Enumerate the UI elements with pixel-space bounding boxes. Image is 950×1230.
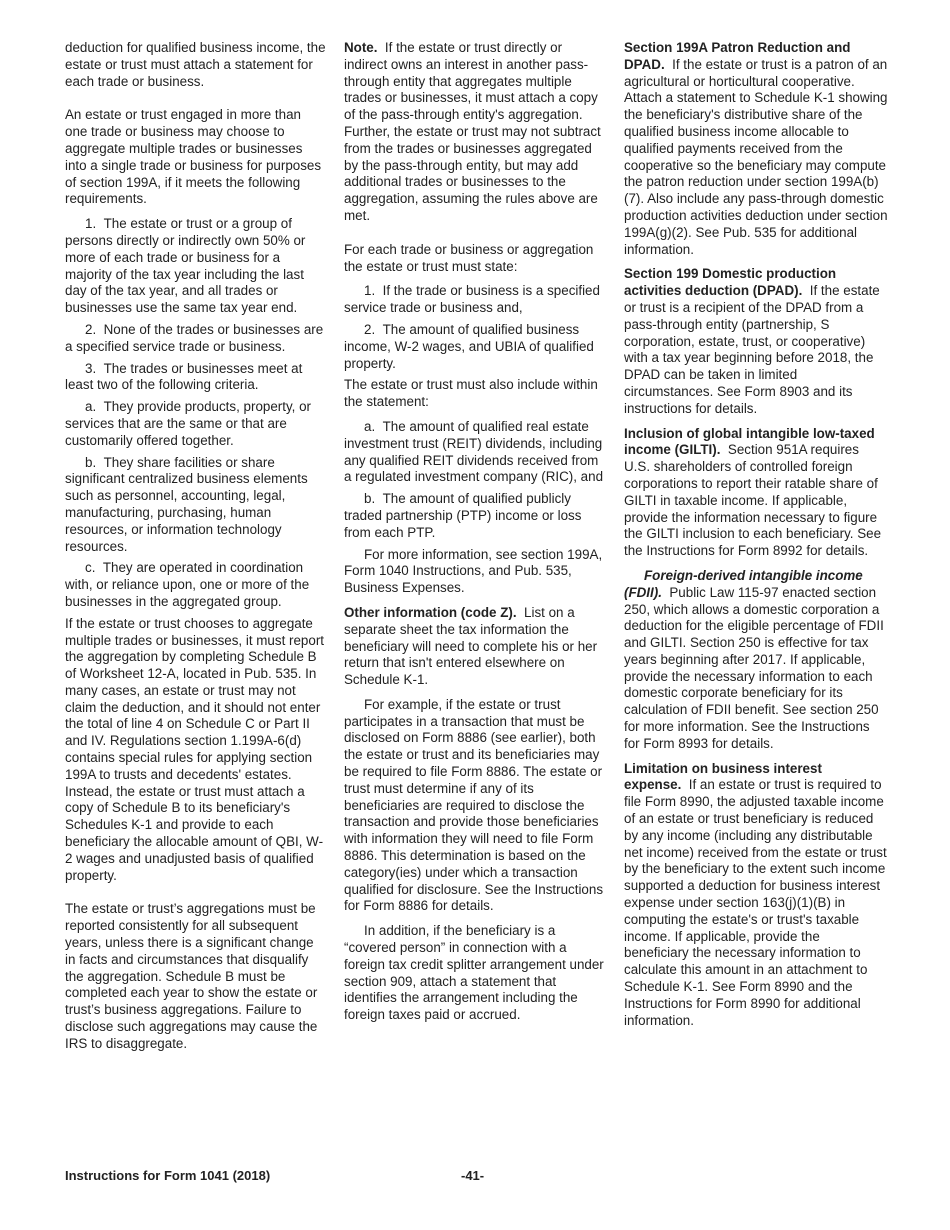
list-item: 1. If the trade or business is a specified service trade or business and, <box>344 283 600 316</box>
interest-limitation-paragraph <box>624 761 888 1030</box>
column-middle <box>344 40 606 1032</box>
other-info-heading: Other information (code Z). <box>344 604 517 620</box>
paragraph: The estate or trust must also include within the statement: <box>344 377 598 410</box>
section-heading: Section 199A Patron Reduction and DPAD. <box>624 40 851 72</box>
section-body: Public Law 115-97 enacted section 250, which allows a domestic corporation a deduction for the eligible percentage of FDII and GILTI. Section 250 is effective for tax years beginning after 2017. If applicable, provide the necessary information to each domestic corporate beneficiary for its calculation of FDII benefit. See section 250 for more information. See the Instructions for Form 8993 for details. <box>624 584 884 751</box>
note-heading: Note. <box>344 40 378 55</box>
list-item: 2. None of the trades or businesses are a specified service trade or business. <box>65 321 324 354</box>
other-info-body: List on a separate sheet the tax information the beneficiary will need to complete his or her return that isn't entered elsewhere on Schedule K-1. <box>344 604 598 688</box>
gilti-paragraph <box>624 426 888 560</box>
section-199-paragraph <box>624 266 888 417</box>
list-item: 2. The amount of qualified business income, W-2 wages, and UBIA of qualified property. <box>344 321 594 371</box>
section-heading: Inclusion of global intangible low-taxed income (GILTI). <box>624 425 875 458</box>
column-right <box>624 40 888 1037</box>
note-paragraph <box>344 40 606 225</box>
page-number: -41- <box>461 1168 485 1183</box>
paragraph: For more information, see section 199A, Form 1040 Instructions, and Pub. 535, Business Expenses. <box>344 546 603 596</box>
other-info-paragraph <box>344 605 606 689</box>
paragraph: The estate or trust’s aggregations must be reported consistently for all subsequent years, unless there is a significant change in facts and circumstances that disqualify the aggregation. Schedule B must be completed each year to show the estate or trust’s business aggregations. Failure to disclose such aggregations may cause the IRS to disaggregate. <box>65 901 318 1051</box>
list-item: a. The amount of qualified real estate investment trust (REIT) dividends, including any qualified REIT dividends received from a regulated investment company (RIC), and <box>344 418 604 485</box>
column-left <box>65 40 327 1061</box>
paragraph: If the estate or trust chooses to aggregate multiple trades or businesses, it must report the aggregation by completing Schedule B of Worksheet 12-A, located in Pub. 535. In many cases, an estate or trust may not claim the deduction, and it should not enter the total of line 4 on Schedule C or Part II and IV. Regulations section 1.199A-6(d) contains special rules for applying section 199A to trusts and decedents' estates. Instead, the estate or trust must attach a copy of Schedule B to its beneficiary's Schedules K-1 and provide to each beneficiary the allocable amount of QBI, W-2 wages and unadjusted basis of qualified property. <box>65 615 324 883</box>
paragraph: An estate or trust engaged in more than one trade or business may choose to aggregate multiple trades or businesses into a single trade or business for purposes of section 199A, if it meets the following requirements. <box>65 107 322 207</box>
paragraph: In addition, if the beneficiary is a “covered person” in connection with a foreign tax credit splitter arrangement under section 909, attach a statement that identifies the arrangement including the foreign taxes paid or accrued. <box>344 923 604 1023</box>
section-body: If the estate or trust is a recipient of the DPAD from a pass-through entity (partnership, S corporation, estate, trust, or cooperative) with a tax year beginning before 2018, the DPAD can be taken in limited circumstances. See Form 8903 and its instructions for details. <box>624 283 880 416</box>
list-item: c. They are operated in coordination with, or reliance upon, one or more of the businesses in the aggregated group. <box>65 560 310 609</box>
section-body: Section 951A requires U.S. shareholders of controlled foreign corporations to report their ratable share of GILTI in taxable income. If applicable, provide the information necessary to figure the GILTI inclusion to each beneficiary. See the Instructions for Form 8992 for details. <box>624 442 882 559</box>
list-item: a. They provide products, property, or services that are the same or that are customarily offered together. <box>65 399 312 448</box>
list-item: 3. The trades or businesses meet at least two of the following criteria. <box>65 360 303 393</box>
paragraph: deduction for qualified business income, the estate or trust must attach a statement for each trade or business. <box>65 40 326 89</box>
fdii-paragraph <box>624 568 888 753</box>
section-199a-paragraph <box>624 40 888 258</box>
section-heading: Section 199 Domestic production activities deduction (DPAD). <box>624 266 837 299</box>
list-item: b. They share facilities or share significant centralized business elements such as personnel, accounting, legal, manufacturing, purchasing, human resources, or information technology resources. <box>65 454 308 554</box>
section-heading: Limitation on business interest expense. <box>624 760 822 793</box>
paragraph: For each trade or business or aggregation the estate or trust must state: <box>344 241 594 274</box>
list-item: b. The amount of qualified publicly traded partnership (PTP) income or loss from each PTP. <box>344 491 582 540</box>
section-heading: Foreign-derived intangible income (FDII). <box>624 567 863 600</box>
note-body: If the estate or trust directly or indirect owns an interest in another pass-through entity that aggregates multiple trades or businesses, it must attach a copy of the pass-through entity's aggregation. Further, the estate or trust may not subtract from the trades or businesses aggregated by the pass-through entity, but may add additional trades or businesses to the aggregation, assuming the rules above are met. <box>344 40 601 223</box>
footer-form-title: Instructions for Form 1041 (2018) <box>65 1168 271 1183</box>
section-body: If an estate or trust is required to file Form 8990, the adjusted taxable income of an estate or trust beneficiary is reduced by any income (including any distributable net income) received from the estate or trust by the beneficiary to the extent such income supported a deduction for business interest expense under section 163(j)(1)(B) in computing the estate's or trust's taxable income. If applicable, provide the beneficiary the necessary information to calculate this amount in an attachment to Schedule K-1. See Form 8990 and the Instructions for Form 8990 for additional information. <box>624 777 887 1028</box>
section-body: If the estate or trust is a patron of an agricultural or horticultural cooperative. Attach a statement to Schedule K-1 showing the beneficiary's distributive share of the qualified business income allocable to qualified payments received from the cooperative so the beneficiary may compute the patron reduction under section 199A(b)(7). Also include any pass-through domestic production activities deduction under section 199A(g)(2). See Pub. 535 for additional information. <box>624 56 888 257</box>
paragraph: For example, if the estate or trust participates in a transaction that must be disclosed on Form 8886 (see earlier), both the estate or trust and its beneficiaries may be required to file Form 8886. The estate or trust must determine if any of its beneficiaries are required to disclose the transaction and provide those beneficiaries with information they will need to file Form 8886. This determination is based on the category(ies) under which a transaction qualified for disclosure. See the Instructions for Form 8886 for details. <box>344 696 604 914</box>
list-item: 1. The estate or trust or a group of persons directly or indirectly own 50% or more of each trade or business for a majority of the tax year including the last day of the tax year, and all trades or businesses use the same tax year end. <box>65 216 306 316</box>
